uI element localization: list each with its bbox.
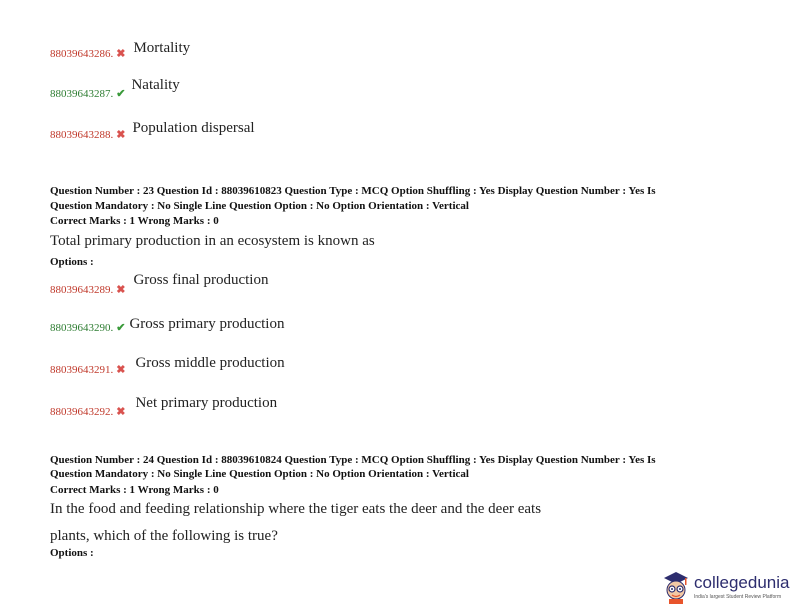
cross-icon: ✖ [116,406,126,418]
question-text-line: In the food and feeding relationship where the tiger eats the deer and the deer eats [50,501,542,517]
option-text: Gross primary production [129,316,285,332]
option-id: 88039643289. [50,284,114,296]
question-meta-line: Question Mandatory : No Single Line Question Option : No Option Orientation : Vertical [50,468,469,480]
cross-icon: ✖ [116,364,126,376]
question-marks: Correct Marks : 1 Wrong Marks : 0 [50,215,219,227]
option-row [50,318,284,336]
option-id: 88039643286. [50,48,114,60]
option-text: Natality [131,77,180,93]
option-row [50,355,285,378]
option-text: Gross final production [133,272,269,288]
question-meta-line: Question Number : 24 Question Id : 88039610824 Question Type : MCQ Option Shuffling : Yes Display Question Number : Yes Is [50,454,656,466]
option-text: Population dispersal [132,120,255,136]
cross-icon: ✖ [116,48,126,60]
logo-wordmark: collegedunia [694,573,790,592]
question-meta-line: Question Mandatory : No Single Line Question Option : No Option Orientation : Vertical [50,200,469,212]
check-icon: ✔ [116,322,126,334]
options-label: Options : [50,256,94,268]
option-id: 88039643288. [50,129,114,141]
option-id: 88039643292. [50,406,114,418]
option-id: 88039643287. [50,88,114,100]
option-id: 88039643291. [50,364,114,376]
option-id: 88039643290. [50,322,114,334]
option-row [50,395,278,420]
option-text: Gross middle production [135,355,285,371]
option-row [50,40,191,62]
option-row [50,120,255,143]
options-label: Options : [50,547,94,559]
question-text-line: plants, which of the following is true? [50,528,278,544]
option-text: Net primary production [135,395,278,411]
option-row [50,272,269,298]
option-row [50,77,180,102]
collegedunia-logo [660,570,790,606]
question-text: Total primary production in an ecosystem is known as [50,233,375,249]
option-text: Mortality [133,40,191,56]
cross-icon: ✖ [116,284,126,296]
logo-tagline: India's largest Student Review Platform [694,594,782,600]
question-marks: Correct Marks : 1 Wrong Marks : 0 [50,484,219,496]
cross-icon: ✖ [116,129,126,141]
graduate-mascot-icon [660,570,692,604]
check-icon: ✔ [116,88,126,100]
question-meta-line: Question Number : 23 Question Id : 88039610823 Question Type : MCQ Option Shuffling : Yes Display Question Number : Yes Is [50,185,656,197]
